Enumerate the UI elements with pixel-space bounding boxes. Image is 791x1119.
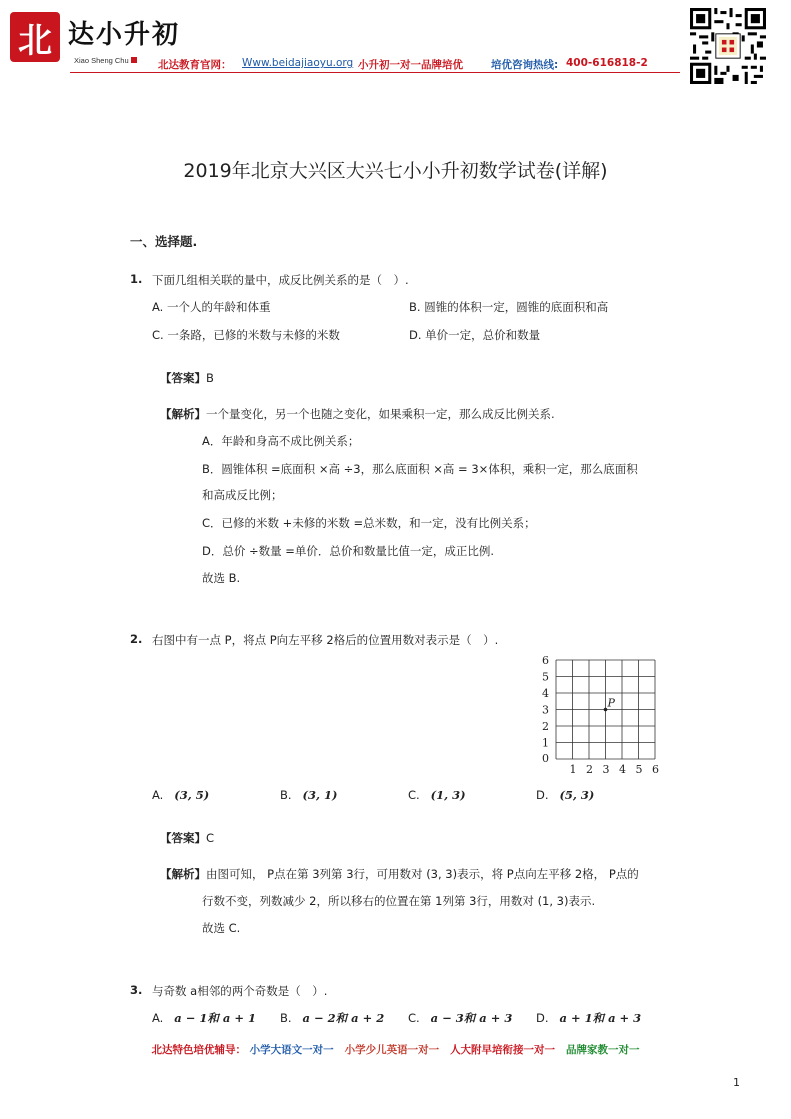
q2-answer (160, 830, 214, 846)
q1-analysis (160, 406, 555, 422)
q3-option-c (408, 1010, 512, 1026)
footer-banner (0, 1042, 791, 1057)
logo-square-icon (131, 57, 137, 63)
header-rule (70, 72, 680, 73)
y-tick-label: 2 (542, 720, 549, 733)
logo-mark (10, 12, 60, 62)
q1-line-b2: 和高成反比例； (202, 488, 283, 502)
option-letter: D. (536, 1011, 549, 1025)
option-value: a − 1和 a + 1 (174, 1011, 256, 1025)
q1-answer (160, 370, 214, 386)
question-2-number: 2. (130, 632, 143, 646)
y-tick-label: 6 (542, 656, 549, 667)
q1-line-a: A．年龄和身高不成比例关系； (202, 434, 360, 448)
analysis-text: 由图可知， P点在第 3列第 3行，可用数对 (3, 3)表示，将 P点向左平移 2格， P点的 (206, 867, 639, 881)
option-value: (3, 1) (302, 788, 338, 802)
y-tick-label: 4 (542, 687, 549, 700)
y-tick-label: 5 (542, 670, 549, 684)
question-3-text: 与奇数 a相邻的两个奇数是（ ）. (152, 984, 328, 998)
qr-code-icon (690, 8, 766, 84)
option-letter: B. (280, 788, 292, 802)
coordinate-grid (540, 656, 670, 774)
q1-option-c: C. 一条路，已修的米数与未修的米数 (152, 328, 340, 342)
header-slogan: 小升初一对一品牌培优 (358, 59, 463, 71)
question-3-number: 3. (130, 983, 143, 997)
footer-item: 小学大语文一对一 (249, 1044, 334, 1056)
x-tick-label: 6 (652, 763, 659, 774)
q1-line-c: C．已修的米数 +未修的米数 =总米数，和一定，没有比例关系； (202, 516, 536, 530)
site-label: 北达教育官网： (158, 59, 232, 71)
q1-option-b: B. 圆锥的体积一定，圆锥的底面积和高 (409, 300, 609, 314)
q2-option-b (280, 788, 337, 802)
q1-conclusion: 故选 B. (202, 571, 241, 585)
analysis-text: 一个量变化，另一个也随之变化，如果乘积一定，那么成反比例关系. (206, 407, 555, 421)
page-number: 1 (733, 1076, 740, 1089)
q3-option-a (152, 1010, 256, 1026)
footer-item: 品牌家教一对一 (566, 1044, 640, 1056)
option-letter: C. (408, 1011, 420, 1025)
analysis-label: 【解析】 (160, 867, 206, 881)
option-letter: A. (152, 1011, 164, 1025)
q1-line-d: D．总价 ÷数量 =单价．总价和数量比值一定，成正比例. (202, 544, 495, 558)
answer-value: B (206, 371, 214, 385)
q2-option-a (152, 788, 209, 802)
point-p-label: P (607, 696, 615, 710)
answer-label: 【答案】 (160, 831, 206, 845)
option-letter: D. (536, 788, 549, 802)
logo-text: 达小升初 (68, 20, 181, 50)
section-heading: 一、选择题. (130, 234, 198, 249)
option-letter: C. (408, 788, 420, 802)
q3-option-d (536, 1010, 641, 1026)
q1-option-a: A. 一个人的年龄和体重 (152, 300, 271, 314)
answer-value: C (206, 831, 215, 845)
footer-item: 小学少儿英语一对一 (344, 1044, 440, 1056)
q1-option-d: D. 单价一定，总价和数量 (409, 328, 541, 342)
q3-option-b (280, 1010, 384, 1026)
x-tick-label: 1 (569, 763, 577, 774)
logo-char: 北 (18, 20, 52, 61)
site-link[interactable] (242, 57, 353, 69)
option-letter: A. (152, 788, 164, 802)
x-tick-label: 3 (602, 763, 610, 774)
option-letter: B. (280, 1011, 292, 1025)
question-2-text: 右图中有一点 P，将点 P向左平移 2格后的位置用数对表示是（ ）. (152, 633, 499, 647)
logo-subtitle: Xiao Sheng Chu (74, 56, 129, 65)
option-value: (3, 5) (174, 788, 210, 802)
q2-analysis-line2: 行数不变，列数减少 2，所以移右的位置在第 1列第 3行，用数对 (1, 3)表示. (202, 894, 596, 908)
x-tick-label: 4 (619, 763, 626, 774)
x-tick-label: 2 (586, 763, 593, 774)
question-1-text: 下面几组相关联的量中，成反比例关系的是（ ）. (152, 273, 409, 287)
footer-label: 北达特色培优辅导： (151, 1044, 246, 1056)
option-value: a − 2和 a + 2 (302, 1011, 385, 1025)
option-value: (5, 3) (559, 788, 595, 802)
analysis-label: 【解析】 (160, 407, 206, 421)
y-tick-label: 3 (542, 703, 549, 717)
footer-item: 人大附早培衔接一对一 (450, 1044, 556, 1056)
y-tick-label: 1 (542, 736, 549, 750)
site-url[interactable]: Www.beidajiaoyu.org (242, 57, 354, 69)
option-value: a + 1和 a + 3 (559, 1011, 642, 1025)
origin-label: 0 (542, 752, 549, 765)
option-value: a − 3和 a + 3 (430, 1011, 513, 1025)
q2-option-d (536, 788, 594, 802)
page-title: 2019年北京大兴区大兴七小小升初数学试卷(详解) (183, 160, 608, 182)
hotline-number: 400-616818-2 (566, 57, 648, 69)
option-value: (1, 3) (430, 788, 466, 802)
q2-conclusion: 故选 C. (202, 921, 241, 935)
q2-option-c (408, 788, 466, 802)
q2-analysis (160, 866, 639, 882)
hotline-label: 培优咨询热线: (491, 59, 559, 71)
answer-label: 【答案】 (160, 371, 206, 385)
question-1-number: 1. (130, 272, 143, 286)
q1-line-b: B．圆锥体积 =底面积 ×高 ÷3，那么底面积 ×高 = 3×体积，乘积一定，那么底面积 (202, 462, 638, 476)
x-tick-label: 5 (635, 763, 643, 774)
